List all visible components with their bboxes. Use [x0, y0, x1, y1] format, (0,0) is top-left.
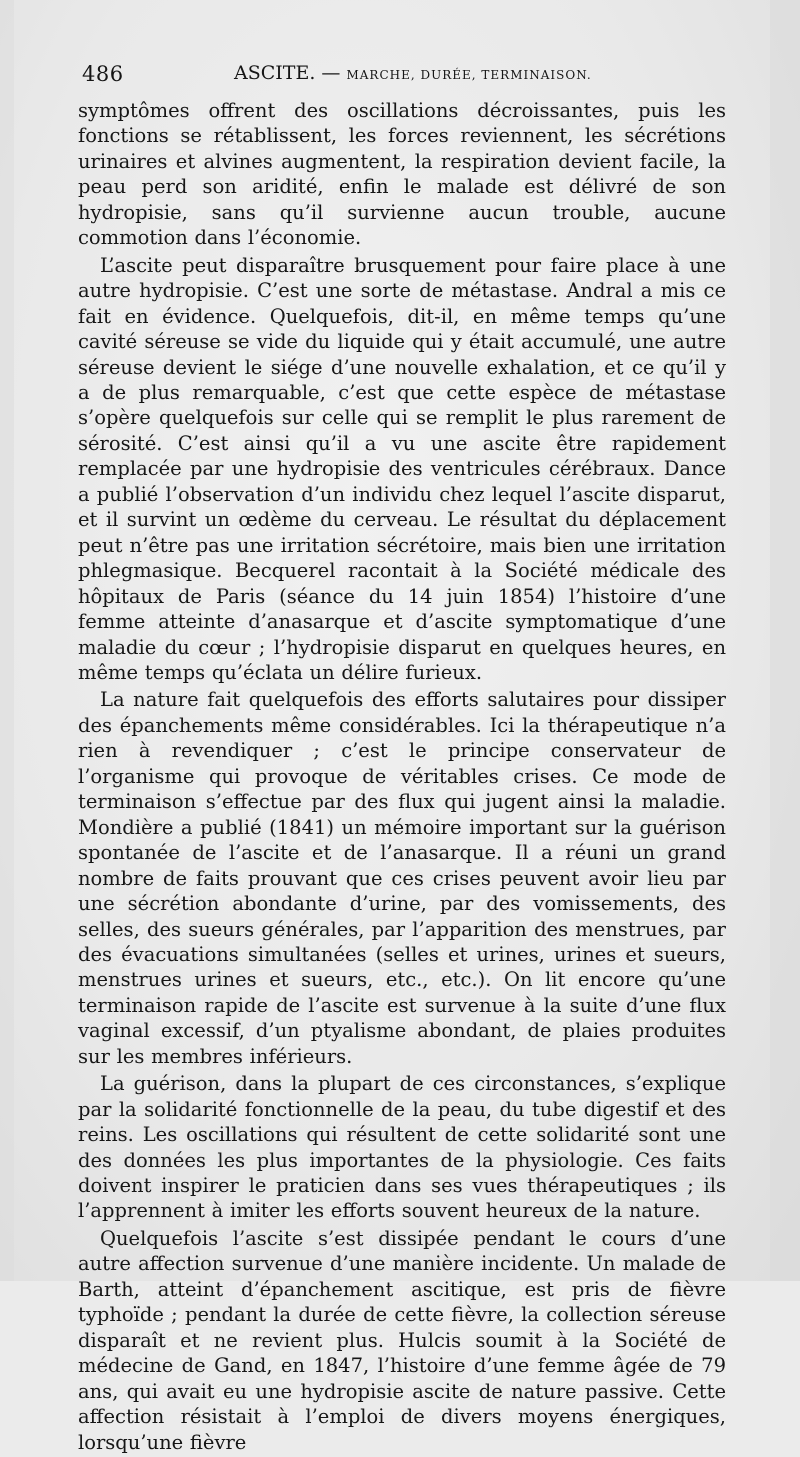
header-dash: —: [321, 62, 341, 84]
page-number: 486: [82, 62, 124, 86]
paragraph-4: La guérison, dans la plupart de ces circonstances, s’explique par la solidarité fonctionnelle de la peau, du tube digestif et des reins. Les oscillations qui résultent de cette solidarité sont une des données les plus importantes de la physiologie. Ces faits doivent inspirer le praticien dans ses vues thérapeutiques ; ils l’apprennent à imiter les efforts souvent heureux de la nature.: [78, 1072, 726, 1223]
running-header: [82, 62, 722, 90]
paragraph-1: symptômes offrent des oscillations décroissantes, puis les fonctions se rétablissent, les forces reviennent, les sécrétions urinaires et alvines augmentent, la respiration devient facile, la peau perd son aridité, enfin le malade est délivré de son hydropisie, sans qu’il survienne aucun trouble, aucune commotion dans l’économie.: [78, 99, 726, 250]
body-text: [78, 98, 726, 1457]
paragraph-3: La nature fait quelquefois des efforts salutaires pour dissiper des épanchements même considérables. Ici la thérapeutique n’a rien à revendiquer ; c’est le principe conservateur de l’organisme qui provoque de véritables crises. Ce mode de terminaison s’effectue par des flux qui jugent ainsi la maladie. Mondière a publié (1841) un mémoire important sur la guérison spontanée de l’ascite et de l’anasarque. Il a réuni un grand nombre de faits prouvant que ces crises peuvent avoir lieu par une sécrétion abondante d’urine, par des vomissements, des selles, des sueurs générales, par l’apparition des menstrues, par des évacuations simultanées (selles et urines, urines et sueurs, menstrues urines et sueurs, etc., etc.). On lit encore qu’une terminaison rapide de l’ascite est survenue à la suite d’une flux vaginal excessif, d’un ptyalisme abondant, de plaies produites sur les membres inférieurs.: [78, 688, 726, 1068]
paragraph-5: Quelquefois l’ascite s’est dissipée pendant le cours d’une autre affection survenue d’une manière incidente. Un malade de Barth, atteint d’épanchement ascitique, est pris de fièvre typhoïde ; pendant la durée de cette fièvre, la collection séreuse disparaît et ne revient plus. Hulcis soumit à la Société de médecine de Gand, en 1847, l’histoire d’une femme âgée de 79 ans, qui avait eu une hydropisie ascite de nature passive. Cette affection résistait à l’emploi de divers moyens énergiques, lorsqu’une fièvre: [78, 1226, 726, 1454]
header-title: ASCITE.: [234, 62, 316, 84]
running-title: [234, 62, 592, 84]
header-subtitle: MARCHE, DURÉE, TERMINAISON.: [346, 68, 592, 82]
paragraph-2: L’ascite peut disparaître brusquement pour faire place à une autre hydropisie. C’est une sorte de métastase. Andral a mis ce fait en évidence. Quelquefois, dit-il, en même temps qu’une cavité séreuse se vide du liquide qui y était accumulé, une autre séreuse devient le siége d’une nouvelle exhalation, et ce qu’il y a de plus remarquable, c’est que cette espèce de métastase s’opère quelquefois sur celle qui se remplit le plus rarement de sérosité. C’est ainsi qu’il a vu une ascite être rapidement remplacée par une hydropisie des ventricules cérébraux. Dance a publié l’observation d’un individu chez lequel l’ascite disparut, et il survint un œdème du cerveau. Le résultat du déplacement peut n’être pas une irritation sécrétoire, mais bien une irritation phlegmasique. Becquerel racontait à la Société médicale des hôpitaux de Paris (séance du 14 juin 1854) l’histoire d’une femme atteinte d’anasarque et d’ascite symptomatique d’une maladie du cœur ; l’hydropisie disparut en quelques heures, en même temps qu’éclata un délire furieux.: [78, 253, 726, 684]
